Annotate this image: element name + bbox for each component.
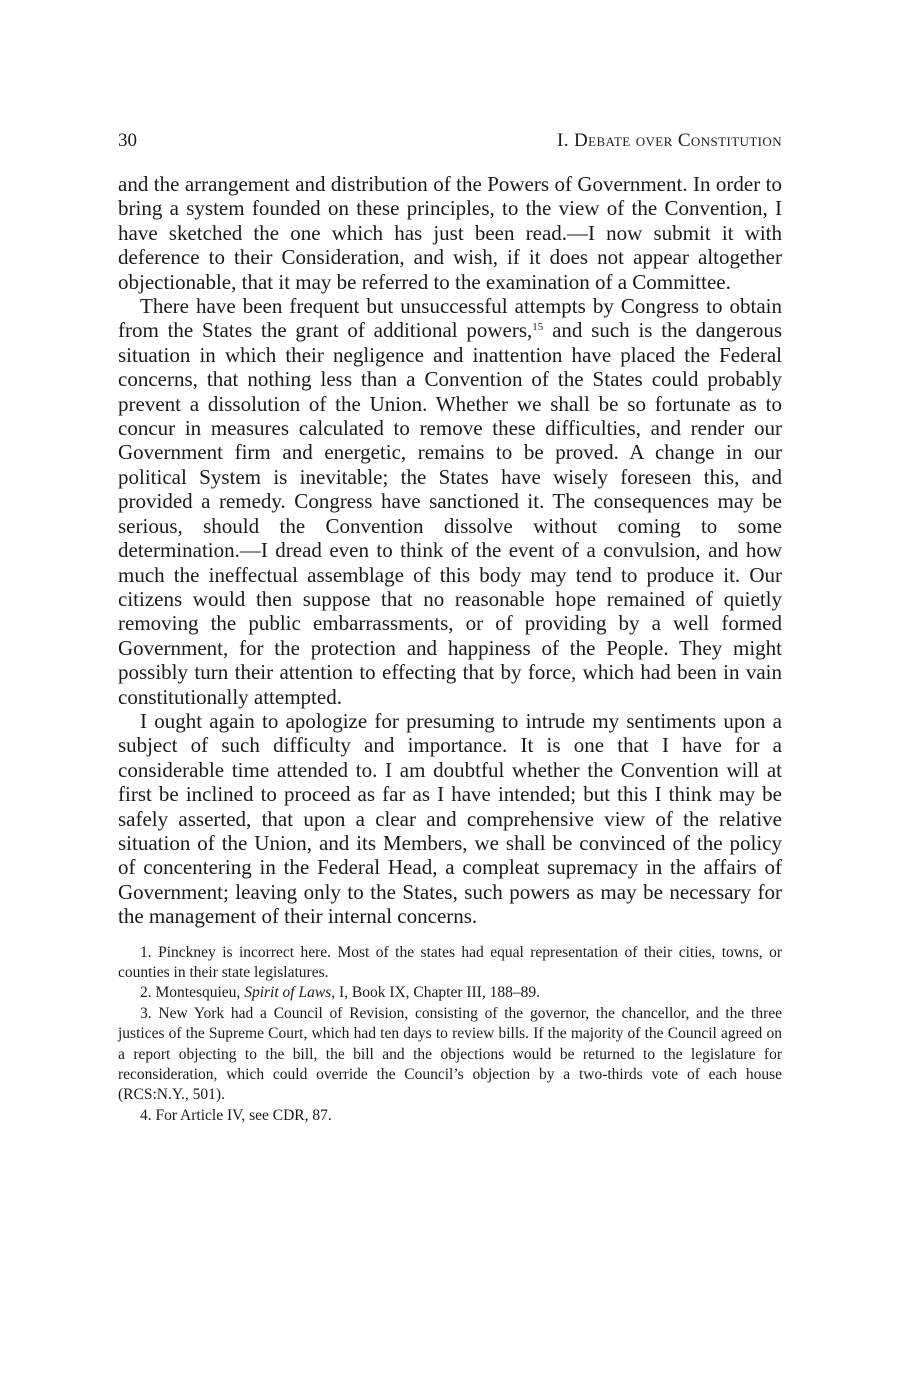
paragraph-2-start: There have been frequent but unsuccessful attempts by Congress to obtain from the States the grant of additional powers, xyxy=(118,294,782,343)
body-text xyxy=(118,172,782,929)
footnote-ref-15: 15 xyxy=(532,321,544,334)
document-page xyxy=(118,128,782,1126)
footnote-2 xyxy=(118,983,782,1003)
paragraph-2-rest: and such is the dangerous situation in which their negligence and inattention have placed the Federal concerns, that nothing less than a Convention of the States could probably prevent a dissolution of the Union. Whether we shall be so fortunate as to concur in measures calculated to remove these difficulties, and render our Government firm and energetic, remains to be proved. A change in our political System is inevitable; the States have wisely foreseen this, and provided a remedy. Congress have sanctioned it. The consequences may be serious, should the Convention dissolve without coming to some determination.—I dread even to think of the event of a convulsion, and how much the ineffectual assemblage of this body may tend to produce it. Our citizens would then suppose that no reasonable hope remained of quietly removing the public embarrassments, or of providing by a well formed Government, for the protection and happiness of the People. They might possibly turn their attention to effecting that by force, which had been in vain constitutionally attempted. xyxy=(118,318,782,709)
paragraph-3: I ought again to apologize for presuming to intrude my sentiments upon a subject of such difficulty and importance. It is one that I have for a considerable time attended to. I am doubtful whether the Convention will at first be inclined to proceed as far as I have intended; but this I think may be safely asserted, that upon a clear and comprehensive view of the relative situation of the Union, and its Members, we shall be convinced of the policy of concentering in the Federal Head, a compleat supremacy in the affairs of Government; leaving only to the States, such powers as may be necessary for the management of their internal concerns. xyxy=(118,708,782,929)
footnotes xyxy=(118,943,782,1127)
page-number: 30 xyxy=(118,130,137,151)
footnote-1: 1. Pinckney is incorrect here. Most of the states had equal representation of their cities, towns, or counties in their state legislatures. xyxy=(118,943,782,981)
paragraph-2 xyxy=(118,294,782,709)
footnote-2-rest: , I, Book IX, Chapter III, 188–89. xyxy=(331,984,540,1002)
footnote-4: 4. For Article IV, see CDR, 87. xyxy=(140,1106,332,1124)
paragraph-1: and the arrangement and distribution of the Powers of Government. In order to bring a system founded on these principles, to the view of the Convention, I have sketched the one which has just been read.—I now submit it with deference to their Consideration, and wish, if it does not appear altogether objectionable, that it may be referred to the examination of a Committee. xyxy=(118,172,782,294)
footnote-2-start: 2. Montesquieu, xyxy=(140,984,245,1002)
footnote-2-title: Spirit of Laws xyxy=(244,984,332,1002)
footnote-3: 3. New York had a Council of Revision, consisting of the governor, the chancellor, and the three justices of the Supreme Court, which had ten days to review bills. If the majority of the Council agreed on a report objecting to the bill, the bill and the objections would be returned to the legislature for reconsideration, which could override the Council’s objection by a two-thirds vote of each house (RCS:N.Y., 501). xyxy=(118,1004,782,1104)
running-head xyxy=(118,128,782,154)
running-title: I. Debate over Constitution xyxy=(556,130,782,151)
